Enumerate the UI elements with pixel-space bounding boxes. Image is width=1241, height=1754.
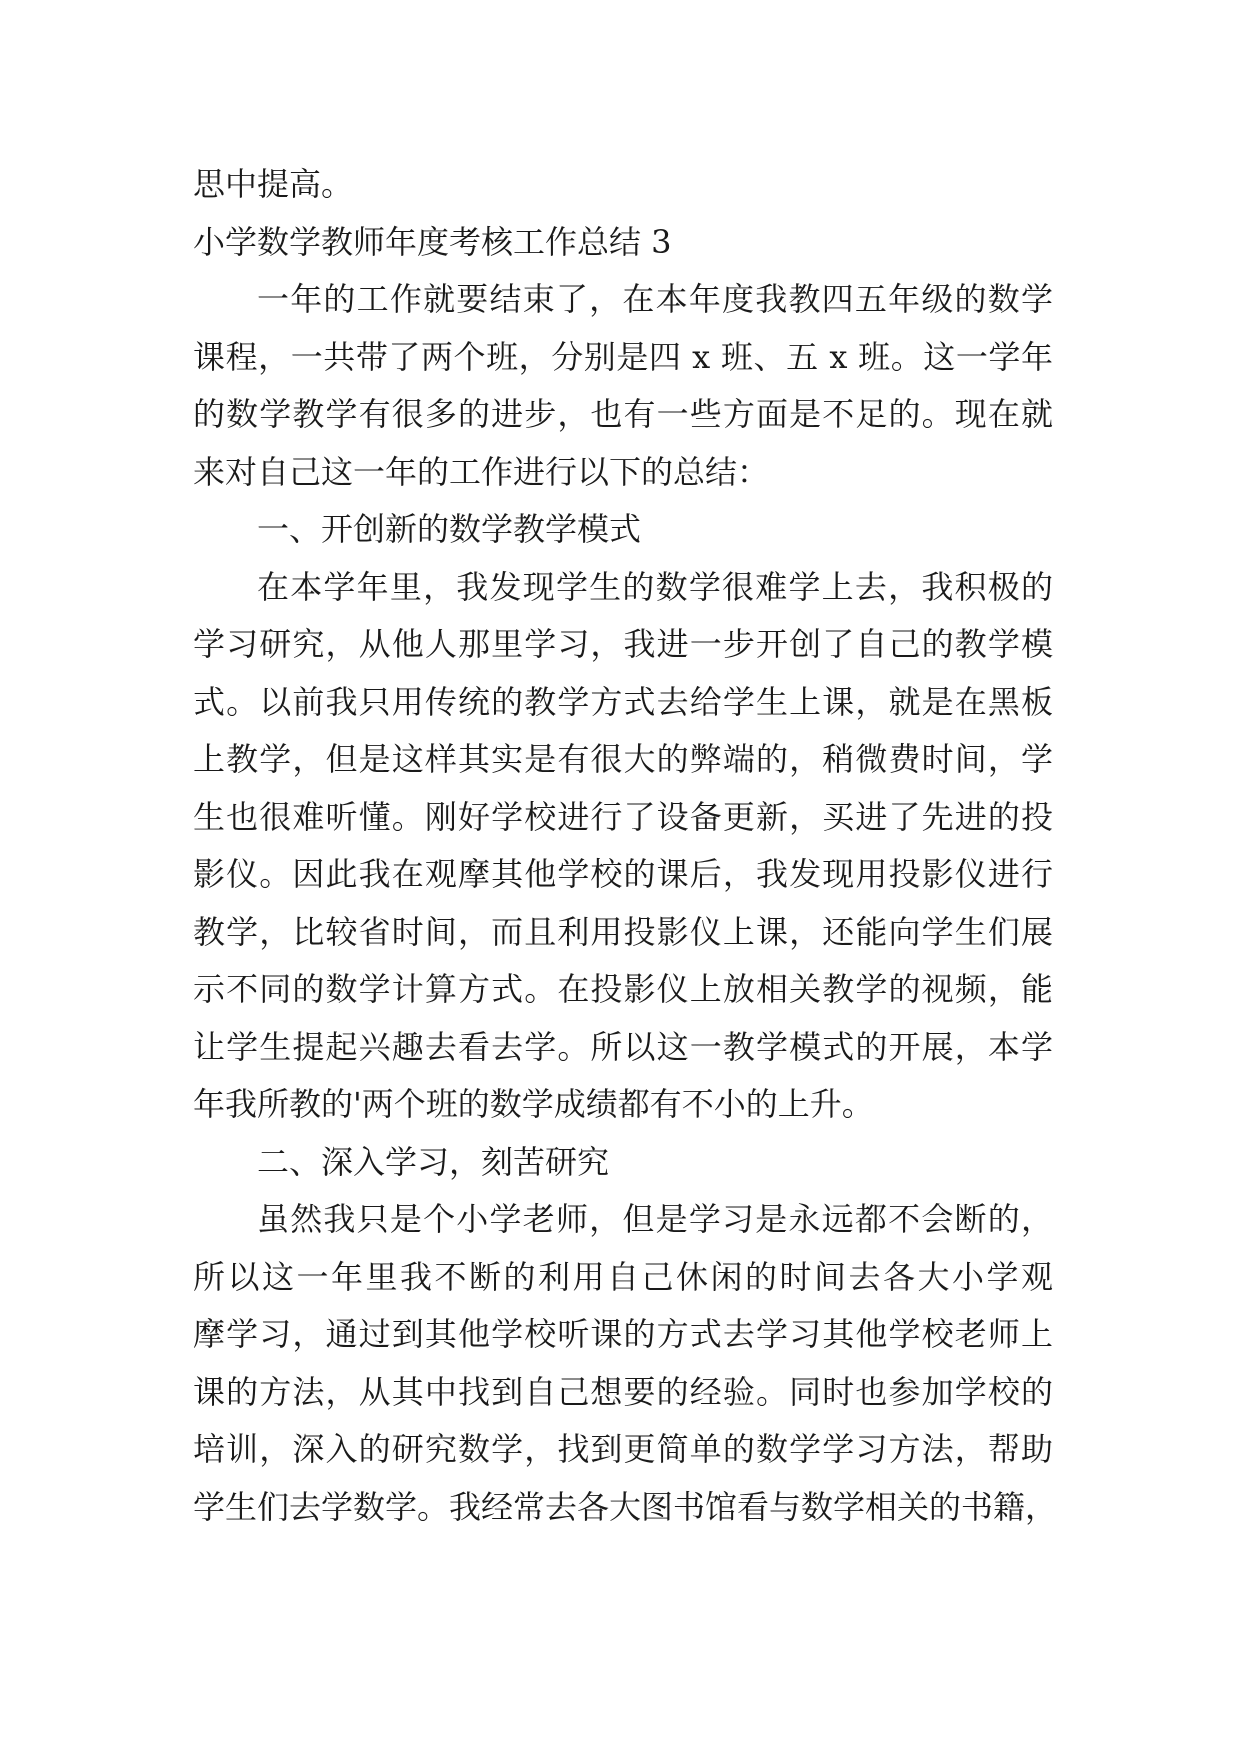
- text-line: 的数学教学有很多的进步，也有一些方面是不足的。现在就: [193, 395, 1053, 433]
- text-line: 所以这一年里我不断的利用自己休闲的时间去各大小学观: [193, 1257, 1053, 1296]
- text-line: 二、深入学习，刻苦研究: [257, 1142, 610, 1181]
- text-line: 教学，比较省时间，而且利用投影仪上课，还能向学生们展: [193, 912, 1053, 951]
- text-line: 来对自己这一年的工作进行以下的总结：: [193, 452, 770, 491]
- text-line: 一年的工作就要结束了，在本年度我教四五年级的数学: [257, 280, 1053, 318]
- text-line: 学生们去学数学。我经常去各大图书馆看与数学相关的书籍，: [193, 1487, 1058, 1526]
- text-line: 课的方法，从其中找到自己想要的经验。同时也参加学校的: [193, 1372, 1053, 1411]
- section-title: 小学数学教师年度考核工作总结 3: [193, 222, 672, 261]
- text-line: 让学生提起兴趣去看去学。所以这一教学模式的开展，本学: [193, 1027, 1053, 1066]
- text-line: 思中提高。: [193, 165, 354, 203]
- text-line: 式。以前我只用传统的教学方式去给学生上课，就是在黑板: [193, 682, 1053, 721]
- document-body: [193, 156, 1058, 1536]
- text-line: 年我所教的'两个班的数学成绩都有不小的上升。: [193, 1085, 874, 1123]
- text-line: 课程，一共带了两个班，分别是四 x 班、五 x 班。这一学年: [193, 337, 1053, 376]
- text-line: 生也很难听懂。刚好学校进行了设备更新，买进了先进的投: [193, 797, 1053, 836]
- text-line: 学习研究，从他人那里学习，我进一步开创了自己的教学模: [193, 625, 1053, 663]
- text-line: 影仪。因此我在观摩其他学校的课后，我发现用投影仪进行: [193, 855, 1053, 893]
- text-line: 一、开创新的数学教学模式: [257, 510, 642, 548]
- text-line: 虽然我只是个小学老师，但是学习是永远都不会断的，: [257, 1200, 1053, 1238]
- text-line: 示不同的数学计算方式。在投影仪上放相关教学的视频，能: [193, 970, 1053, 1008]
- text-line: 培训，深入的研究数学，找到更简单的数学学习方法，帮助: [193, 1430, 1053, 1468]
- text-line: 在本学年里，我发现学生的数学很难学上去，我积极的: [257, 567, 1053, 606]
- text-line: 摩学习，通过到其他学校听课的方式去学习其他学校老师上: [193, 1315, 1053, 1353]
- text-line: 上教学，但是这样其实是有很大的弊端的，稍微费时间，学: [193, 740, 1053, 778]
